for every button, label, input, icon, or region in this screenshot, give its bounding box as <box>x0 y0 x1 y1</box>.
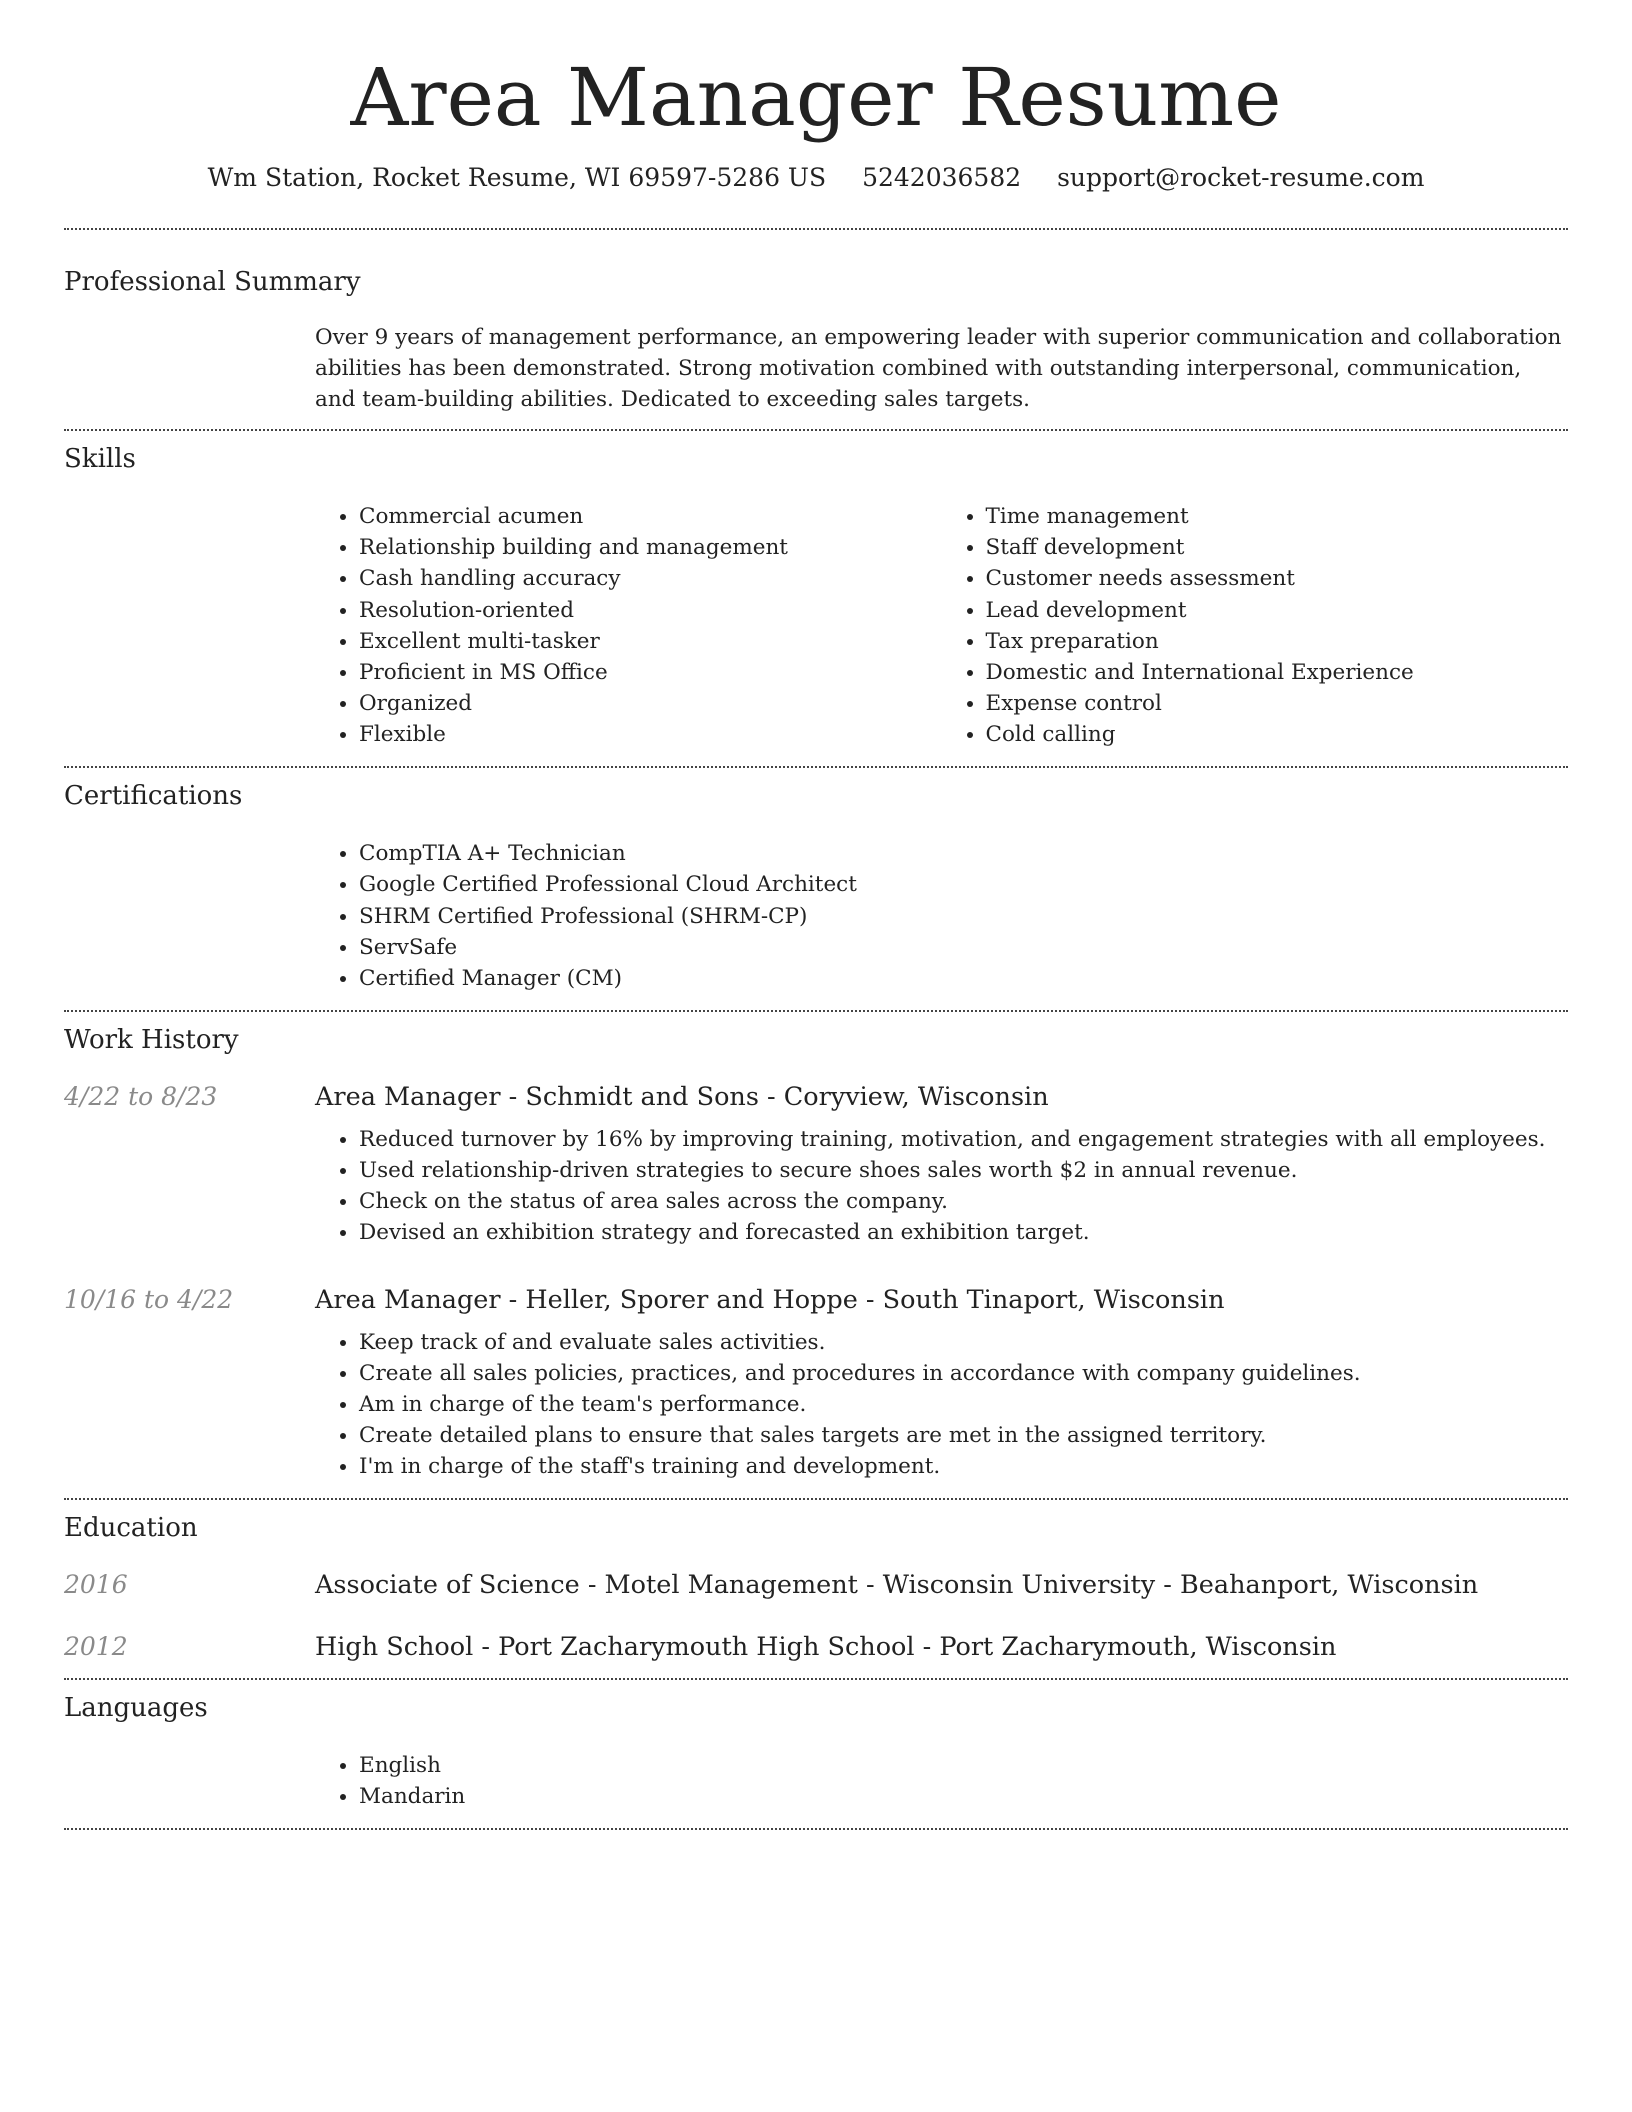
skill-item: • Flexible <box>359 719 942 750</box>
certification-item: • ServSafe <box>359 932 1568 963</box>
certification-item: • CompTIA A+ Technician <box>359 838 1568 869</box>
job-details <box>315 1327 1568 1483</box>
education-text: Associate of Science - Motel Management - Wisconsin University - Beahanport, Wisconsin <box>315 1570 1479 1601</box>
education-year: 2016 <box>64 1570 128 1600</box>
certification-item: • Certified Manager (CM) <box>359 963 1568 994</box>
skill-item: • Lead development <box>986 595 1569 626</box>
job-header <box>64 1082 1568 1112</box>
skill-item: • Cash handling accuracy <box>359 563 942 594</box>
section-title-work-history: Work History <box>64 1025 239 1056</box>
skill-item: • Cold calling <box>986 719 1569 750</box>
summary-section <box>64 230 1568 429</box>
education-entry <box>64 1570 1568 1600</box>
skill-item: • Expense control <box>986 688 1569 719</box>
certification-item: • SHRM Certified Professional (SHRM-CP) <box>359 901 1568 932</box>
skill-item: • Relationship building and management <box>359 532 942 563</box>
skill-item: • Proficient in MS Office <box>359 657 942 688</box>
job-entry <box>64 1285 1568 1483</box>
skill-item: • Tax preparation <box>986 626 1569 657</box>
contact-email: support@rocket-resume.com <box>1057 163 1425 192</box>
language-item: • Mandarin <box>359 1781 1568 1812</box>
language-item: • English <box>359 1750 1568 1781</box>
skill-item: • Organized <box>359 688 942 719</box>
contact-line <box>64 160 1568 195</box>
education-entry <box>64 1632 1568 1662</box>
job-bullet: • Create detailed plans to ensure that sales targets are met in the assigned territory. <box>359 1420 1568 1451</box>
job-dates: 10/16 to 4/22 <box>64 1284 234 1314</box>
job-bullet: • I'm in charge of the staff's training and development. <box>359 1451 1568 1482</box>
skill-item: • Staff development <box>986 532 1569 563</box>
skill-item: • Time management <box>986 501 1569 532</box>
job-bullet: • Keep track of and evaluate sales activities. <box>359 1327 1568 1358</box>
section-title-languages: Languages <box>64 1693 208 1724</box>
languages-section <box>64 1680 1568 1828</box>
job-title: Area Manager - Schmidt and Sons - Coryview, Wisconsin <box>315 1081 1049 1112</box>
languages-list <box>315 1750 1568 1812</box>
job-bullet: • Reduced turnover by 16% by improving training, motivation, and engagement strategies with all employees. <box>359 1124 1568 1155</box>
education-text: High School - Port Zacharymouth High School - Port Zacharymouth, Wisconsin <box>315 1632 1337 1663</box>
job-bullets <box>315 1327 1568 1483</box>
certifications-list <box>315 838 1568 994</box>
contact-address: Wm Station, Rocket Resume, WI 69597-5286 US <box>207 163 827 192</box>
education-section <box>64 1500 1568 1678</box>
section-title-summary: Professional Summary <box>64 267 361 297</box>
job-bullet: • Check on the status of area sales across the company. <box>359 1186 1568 1217</box>
skill-item: • Customer needs assessment <box>986 563 1569 594</box>
languages-content <box>315 1750 1568 1812</box>
summary-text: Over 9 years of management performance, an empowering leader with superior communication and collaboration abilities has been demonstrated. Strong motivation combined with outstanding interpersonal, communication, and team-building abilities. Dedicated to exceeding sales targets. <box>315 324 1562 413</box>
certification-item: • Google Certified Professional Cloud Architect <box>359 869 1568 900</box>
job-bullet: • Create all sales policies, practices, and procedures in accordance with company guidelines. <box>359 1358 1568 1389</box>
skills-section <box>64 431 1568 766</box>
job-entry <box>64 1082 1568 1249</box>
job-bullets <box>315 1124 1568 1249</box>
skills-list-left <box>315 501 942 750</box>
job-bullet: • Used relationship-driven strategies to secure shoes sales worth $2 in annual revenue. <box>359 1155 1568 1186</box>
job-bullet: • Am in charge of the team's performance. <box>359 1389 1568 1420</box>
skills-columns <box>315 501 1568 750</box>
skills-list-right <box>942 501 1569 750</box>
job-details <box>315 1124 1568 1249</box>
skill-item: • Domestic and International Experience <box>986 657 1569 688</box>
section-title-certifications: Certifications <box>64 781 243 812</box>
divider <box>64 1828 1568 1830</box>
education-year: 2012 <box>64 1632 128 1662</box>
work-history-section <box>64 1012 1568 1498</box>
skill-item: • Excellent multi-tasker <box>359 626 942 657</box>
certifications-content <box>315 838 1568 994</box>
resume-header <box>64 0 1568 195</box>
resume-title: Area Manager Resume <box>350 51 1282 144</box>
section-title-skills: Skills <box>64 444 136 475</box>
certifications-section <box>64 768 1568 1010</box>
skill-item: • Resolution-oriented <box>359 595 942 626</box>
job-header <box>64 1285 1568 1315</box>
job-bullet: • Devised an exhibition strategy and forecasted an exhibition target. <box>359 1217 1568 1248</box>
job-title: Area Manager - Heller, Sporer and Hoppe - South Tinaport, Wisconsin <box>315 1284 1225 1315</box>
section-title-education: Education <box>64 1513 198 1544</box>
contact-phone: 5242036582 <box>862 163 1022 192</box>
skill-item: • Commercial acumen <box>359 501 942 532</box>
job-dates: 4/22 to 8/23 <box>64 1081 218 1111</box>
